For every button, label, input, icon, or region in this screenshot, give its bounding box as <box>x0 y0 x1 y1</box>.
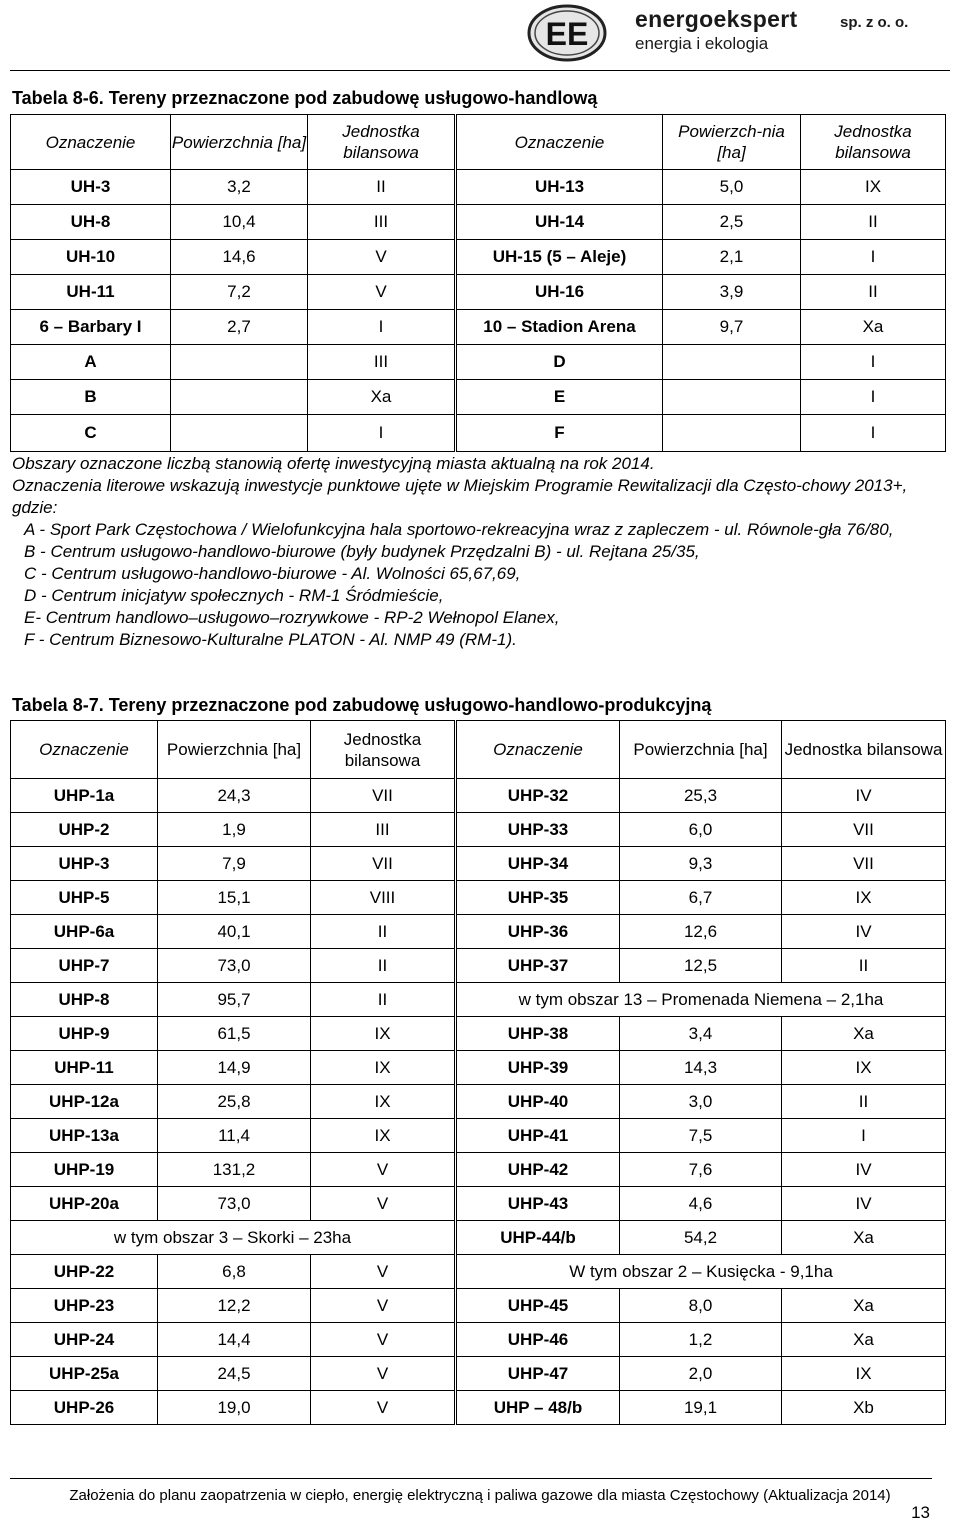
table-cell: UH-13 <box>456 170 663 205</box>
table-cell: I <box>801 415 946 452</box>
table-cell: V <box>311 1153 456 1187</box>
table-cell: 40,1 <box>158 915 311 949</box>
table-cell: V <box>311 1255 456 1289</box>
table-cell: II <box>782 949 946 983</box>
table-cell: UH-8 <box>11 205 171 240</box>
table-row <box>11 983 946 1017</box>
company-suffix: sp. z o. o. <box>840 14 909 31</box>
table-cell: UHP-20a <box>11 1187 158 1221</box>
table-row <box>11 1153 946 1187</box>
table-row <box>11 170 946 205</box>
table1-caption: Tabela 8-6. Tereny przeznaczone pod zabudowę usługowo-handlową <box>12 88 598 108</box>
table-cell: 25,3 <box>620 779 782 813</box>
table-cell: UHP-8 <box>11 983 158 1017</box>
table-cell <box>663 380 801 415</box>
logo-text: EE <box>545 16 589 52</box>
table-cell: 6,0 <box>620 813 782 847</box>
table-row <box>11 1187 946 1221</box>
table-cell: UH-11 <box>11 275 171 310</box>
table-row <box>11 275 946 310</box>
table-cell: 3,4 <box>620 1017 782 1051</box>
table-cell: B <box>11 380 171 415</box>
table1-header: Jednostka bilansowa <box>308 115 456 170</box>
table-row <box>11 1119 946 1153</box>
table-cell: 6 – Barbary I <box>11 310 171 345</box>
table-cell: IX <box>311 1051 456 1085</box>
table-cell: 14,6 <box>171 240 308 275</box>
note-line: C - Centrum usługowo-handlowo-biurowe - Al. Wolności 65,67,69, <box>24 564 521 583</box>
table-cell: 14,3 <box>620 1051 782 1085</box>
table-cell: 10 – Stadion Arena <box>456 310 663 345</box>
company-logo <box>527 4 607 62</box>
table-cell: UHP-1a <box>11 779 158 813</box>
table-cell <box>171 345 308 380</box>
table-cell: UHP-42 <box>456 1153 620 1187</box>
table-cell: UHP-2 <box>11 813 158 847</box>
table-cell: 3,2 <box>171 170 308 205</box>
table-cell: II <box>308 170 456 205</box>
table1-notes <box>12 453 947 651</box>
table-row <box>11 1391 946 1425</box>
table-row <box>11 779 946 813</box>
merged-note-cell: W tym obszar 2 – Kusięcka - 9,1ha <box>456 1255 946 1289</box>
table1-header: Powierzch-nia [ha] <box>663 115 801 170</box>
table-cell: Xb <box>782 1391 946 1425</box>
table-cell: 5,0 <box>663 170 801 205</box>
table-cell: Xa <box>782 1221 946 1255</box>
table-cell: 12,5 <box>620 949 782 983</box>
table-row <box>11 813 946 847</box>
table-cell: UHP-40 <box>456 1085 620 1119</box>
table-cell: UHP-25a <box>11 1357 158 1391</box>
table-cell: UHP-43 <box>456 1187 620 1221</box>
table-cell: 9,7 <box>663 310 801 345</box>
table-cell: 2,1 <box>663 240 801 275</box>
table-cell: IX <box>311 1119 456 1153</box>
table-cell: 10,4 <box>171 205 308 240</box>
table-cell: IV <box>782 1187 946 1221</box>
table-cell: UH-3 <box>11 170 171 205</box>
table-cell: UH-10 <box>11 240 171 275</box>
table-row <box>11 1017 946 1051</box>
table-row <box>11 1085 946 1119</box>
table-cell: UH-14 <box>456 205 663 240</box>
table-cell: UH-16 <box>456 275 663 310</box>
table-cell: UHP-32 <box>456 779 620 813</box>
table1-header: Jednostka bilansowa <box>801 115 946 170</box>
table1 <box>10 114 946 452</box>
table-cell: UHP-38 <box>456 1017 620 1051</box>
table-cell: IV <box>782 1153 946 1187</box>
table-cell: 131,2 <box>158 1153 311 1187</box>
table-cell: A <box>11 345 171 380</box>
table-row <box>11 915 946 949</box>
table-row <box>11 881 946 915</box>
table-cell: VII <box>782 813 946 847</box>
table-cell: 2,5 <box>663 205 801 240</box>
table-cell: UHP-36 <box>456 915 620 949</box>
table-cell: II <box>801 205 946 240</box>
table-row <box>11 949 946 983</box>
table-cell: UHP-46 <box>456 1323 620 1357</box>
note-line: Oznaczenia literowe wskazują inwestycje punktowe ujęte w Miejskim Programie Rewitalizacji dla Często-chowy 2013+, gdzie: <box>12 476 908 517</box>
table2-header: Powierzchnia [ha] <box>620 721 782 779</box>
table-cell: 3,9 <box>663 275 801 310</box>
table-cell: UHP-45 <box>456 1289 620 1323</box>
table-cell: III <box>308 345 456 380</box>
table-cell: I <box>801 345 946 380</box>
table1-header: Oznaczenie <box>11 115 171 170</box>
table-cell: 25,8 <box>158 1085 311 1119</box>
table-cell: 7,9 <box>158 847 311 881</box>
table-cell: 1,9 <box>158 813 311 847</box>
table-cell: 8,0 <box>620 1289 782 1323</box>
table-cell: 1,2 <box>620 1323 782 1357</box>
table-row <box>11 310 946 345</box>
table-row <box>11 1289 946 1323</box>
table-cell: III <box>311 813 456 847</box>
table-row <box>11 1255 946 1289</box>
table-cell: IX <box>311 1085 456 1119</box>
table-cell: UHP-3 <box>11 847 158 881</box>
table-cell: 14,9 <box>158 1051 311 1085</box>
footer-text: Założenia do planu zaopatrzenia w ciepło, energię elektryczną i paliwa gazowe dla miasta Częstochowy (Aktualizacja 2014) <box>69 1487 891 1504</box>
table-cell: 7,6 <box>620 1153 782 1187</box>
footer-divider <box>10 1478 932 1479</box>
table-cell: E <box>456 380 663 415</box>
table-cell: V <box>311 1187 456 1221</box>
table-row <box>11 1357 946 1391</box>
table-cell: I <box>801 380 946 415</box>
table-cell: 14,4 <box>158 1323 311 1357</box>
table-cell: 3,0 <box>620 1085 782 1119</box>
table-cell: 12,2 <box>158 1289 311 1323</box>
header-divider <box>10 70 950 71</box>
table-row <box>11 345 946 380</box>
table-cell: D <box>456 345 663 380</box>
table-cell: IV <box>782 779 946 813</box>
table-cell: UHP-47 <box>456 1357 620 1391</box>
table-cell: VII <box>311 847 456 881</box>
table2-caption: Tabela 8-7. Tereny przeznaczone pod zabudowę usługowo-handlowo-produkcyjną <box>12 695 712 715</box>
table-cell: UHP-13a <box>11 1119 158 1153</box>
table2-header: Oznaczenie <box>11 721 158 779</box>
table-cell: I <box>801 240 946 275</box>
table-cell: II <box>311 983 456 1017</box>
table-cell: 15,1 <box>158 881 311 915</box>
table-cell: 2,0 <box>620 1357 782 1391</box>
table-cell: 24,3 <box>158 779 311 813</box>
table2 <box>10 720 946 1425</box>
note-line: F - Centrum Biznesowo-Kulturalne PLATON - Al. NMP 49 (RM-1). <box>24 630 517 649</box>
table-cell: V <box>308 275 456 310</box>
table-cell: II <box>782 1085 946 1119</box>
table-cell: V <box>311 1289 456 1323</box>
table-cell: 24,5 <box>158 1357 311 1391</box>
table-cell: UHP-34 <box>456 847 620 881</box>
table1-header: Powierzchnia [ha] <box>171 115 308 170</box>
table-cell: Xa <box>782 1323 946 1357</box>
table-cell: I <box>308 415 456 452</box>
company-tagline: energia i ekologia <box>635 34 769 53</box>
table-cell: V <box>311 1357 456 1391</box>
table-cell <box>663 345 801 380</box>
table2-header: Oznaczenie <box>456 721 620 779</box>
table-cell: Xa <box>782 1017 946 1051</box>
table-cell <box>171 415 308 452</box>
brand <box>635 6 797 54</box>
merged-note-cell: w tym obszar 3 – Skorki – 23ha <box>11 1221 456 1255</box>
table-cell: VIII <box>311 881 456 915</box>
table-cell: UHP-44/b <box>456 1221 620 1255</box>
table-cell: 19,0 <box>158 1391 311 1425</box>
table-cell: Xa <box>308 380 456 415</box>
table-row <box>11 380 946 415</box>
company-name: energoekspert <box>635 6 798 32</box>
page-number: 13 <box>911 1503 930 1522</box>
table-cell: UHP-37 <box>456 949 620 983</box>
table-cell: C <box>11 415 171 452</box>
table-cell: VII <box>311 779 456 813</box>
table-cell: UHP-19 <box>11 1153 158 1187</box>
table-cell: UHP-23 <box>11 1289 158 1323</box>
table-cell: 73,0 <box>158 949 311 983</box>
table-cell: UHP-12a <box>11 1085 158 1119</box>
table-row <box>11 1323 946 1357</box>
table-cell: Xa <box>801 310 946 345</box>
table1-header: Oznaczenie <box>456 115 663 170</box>
table2-header: Jednostka bilansowa <box>311 721 456 779</box>
table-cell <box>663 415 801 452</box>
table-cell: UHP-41 <box>456 1119 620 1153</box>
table-row <box>11 415 946 452</box>
table-row <box>11 205 946 240</box>
table-cell: 7,2 <box>171 275 308 310</box>
table-cell: IX <box>801 170 946 205</box>
table-cell: UHP-26 <box>11 1391 158 1425</box>
table-cell: 4,6 <box>620 1187 782 1221</box>
table-cell: IV <box>782 915 946 949</box>
table-row <box>11 1051 946 1085</box>
table-cell: UHP-5 <box>11 881 158 915</box>
table-row <box>11 1221 946 1255</box>
table-row <box>11 847 946 881</box>
table-cell: UHP-6a <box>11 915 158 949</box>
table-cell: UHP-7 <box>11 949 158 983</box>
table-cell: UHP – 48/b <box>456 1391 620 1425</box>
table-cell: UH-15 (5 – Aleje) <box>456 240 663 275</box>
table-cell: V <box>308 240 456 275</box>
note-line: B - Centrum usługowo-handlowo-biurowe (były budynek Przędzalni B) - ul. Rejtana 25/35, <box>24 542 700 561</box>
table-cell: II <box>801 275 946 310</box>
table-cell: VII <box>782 847 946 881</box>
table-cell: II <box>311 949 456 983</box>
table-cell: II <box>311 915 456 949</box>
table-cell: 9,3 <box>620 847 782 881</box>
table-cell: IX <box>311 1017 456 1051</box>
table-cell: F <box>456 415 663 452</box>
table-cell: 95,7 <box>158 983 311 1017</box>
table-cell: UHP-24 <box>11 1323 158 1357</box>
table-cell: IX <box>782 881 946 915</box>
merged-note-cell: w tym obszar 13 – Promenada Niemena – 2,1ha <box>456 983 946 1017</box>
note-line: E- Centrum handlowo–usługowo–rozrywkowe - RP-2 Wełnopol Elanex, <box>24 608 560 627</box>
table-cell: UHP-11 <box>11 1051 158 1085</box>
note-line: D - Centrum inicjatyw społecznych - RM-1 Śródmieście, <box>24 586 444 605</box>
table-cell: Xa <box>782 1289 946 1323</box>
note-line: A - Sport Park Częstochowa / Wielofunkcyjna hala sportowo-rekreacyjna wraz z zapleczem - ul. Równole-gła 76/80, <box>24 520 894 539</box>
table-row <box>11 240 946 275</box>
table-cell: I <box>308 310 456 345</box>
table-cell: V <box>311 1323 456 1357</box>
table-cell: UHP-35 <box>456 881 620 915</box>
table-cell: IX <box>782 1051 946 1085</box>
table-cell: IX <box>782 1357 946 1391</box>
table-cell: UHP-39 <box>456 1051 620 1085</box>
table-cell: 11,4 <box>158 1119 311 1153</box>
table-cell: 61,5 <box>158 1017 311 1051</box>
table-cell: UHP-9 <box>11 1017 158 1051</box>
table-cell <box>171 380 308 415</box>
table-cell: V <box>311 1391 456 1425</box>
table-cell: UHP-33 <box>456 813 620 847</box>
table-cell: I <box>782 1119 946 1153</box>
table-cell: 7,5 <box>620 1119 782 1153</box>
table-cell: 6,8 <box>158 1255 311 1289</box>
table-cell: 19,1 <box>620 1391 782 1425</box>
table-cell: UHP-22 <box>11 1255 158 1289</box>
table-cell: 12,6 <box>620 915 782 949</box>
table-cell: 54,2 <box>620 1221 782 1255</box>
table2-header: Powierzchnia [ha] <box>158 721 311 779</box>
table-cell: III <box>308 205 456 240</box>
table2-header: Jednostka bilansowa <box>782 721 946 779</box>
note-line: Obszary oznaczone liczbą stanowią ofertę inwestycyjną miasta aktualną na rok 2014. <box>12 454 655 473</box>
table-cell: 6,7 <box>620 881 782 915</box>
table-cell: 2,7 <box>171 310 308 345</box>
table-cell: 73,0 <box>158 1187 311 1221</box>
